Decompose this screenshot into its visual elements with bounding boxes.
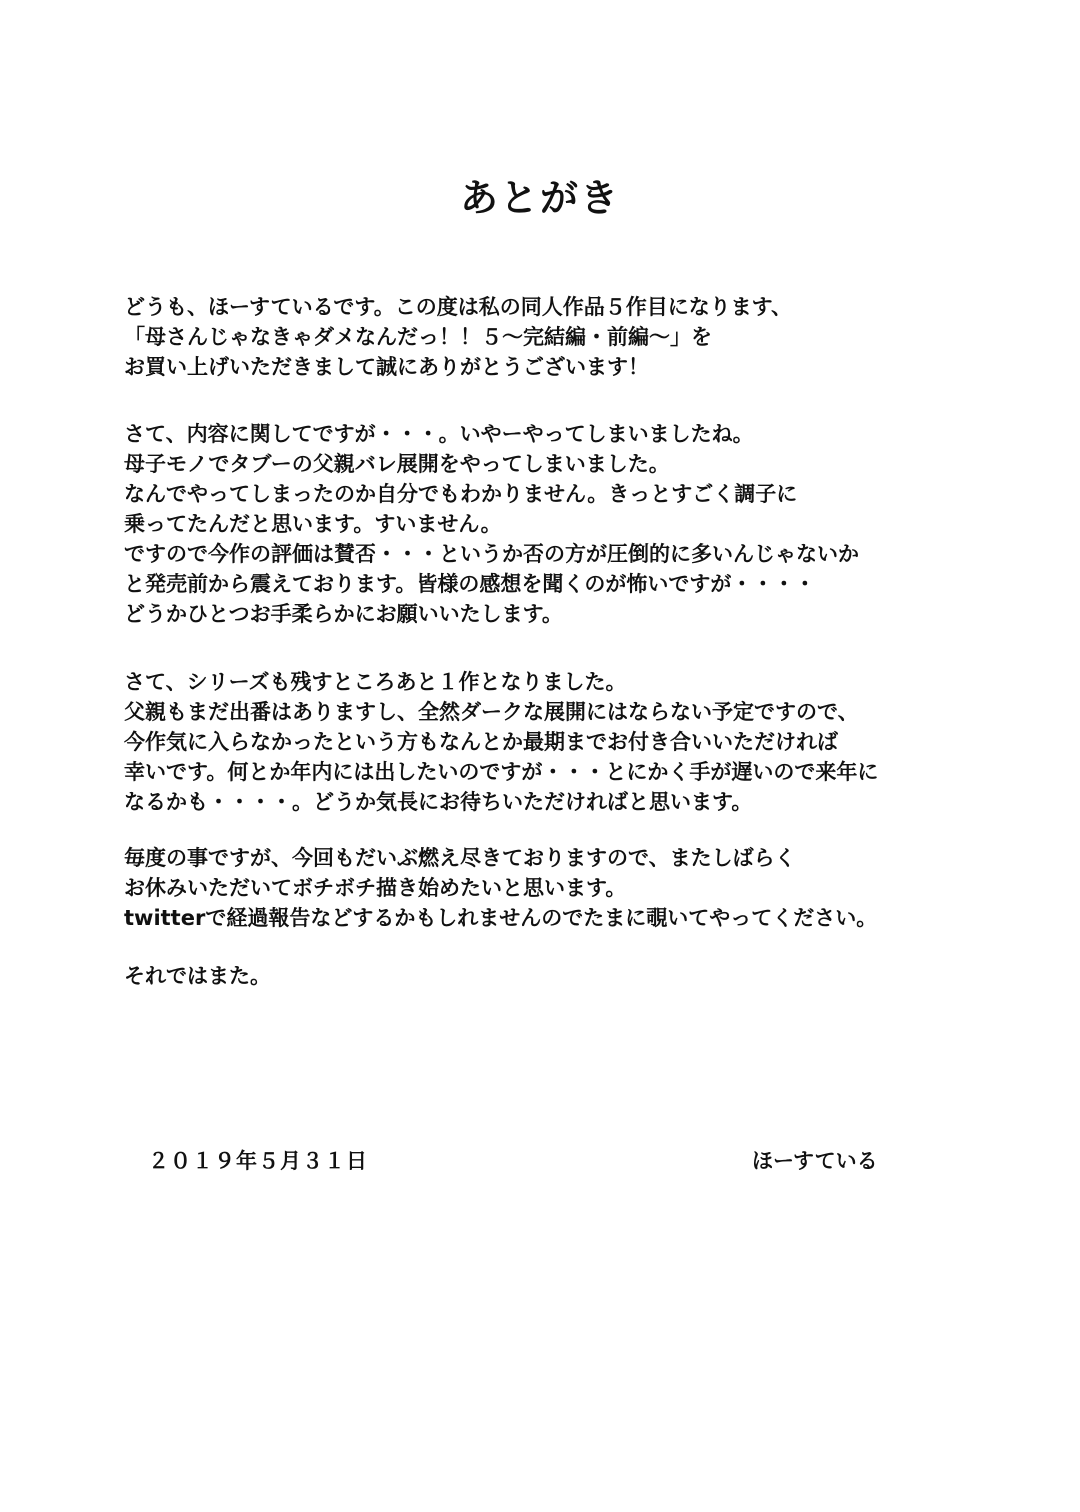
page-title: あとがき [459, 176, 620, 220]
text-line: 幸いです。何とか年内には出したいのですが・・・とにかく手が遅いので来年に [124, 760, 879, 784]
text-line: どうかひとつお手柔らかにお願いいたします。 [124, 602, 563, 626]
text-line: と発売前から震えております。皆様の感想を聞くのが怖いですが・・・・ [124, 572, 816, 596]
text-line: twitterで経過報告などするかもしれませんのでたまに覗いてやってください。 [124, 906, 878, 930]
text-line: さて、内容に関してですが・・・。いやーやってしまいましたね。 [124, 422, 754, 446]
text-line: それではまた。 [124, 964, 271, 988]
text-line: どうも、ほーすているです。この度は私の同人作品５作目になります、 [124, 295, 793, 319]
text-line: なるかも・・・・。どうか気長にお待ちいただければと思います。 [124, 790, 753, 814]
text-line: 今作気に入らなかったという方もなんとか最期までお付き合いいただければ [124, 730, 838, 754]
footer-date: ２０１９年５月３１日 [148, 1149, 368, 1173]
text-line: お休みいただいてボチボチ描き始めたいと思います。 [124, 876, 627, 900]
text-line: お買い上げいただきまして誠にありがとうございます！ [124, 355, 649, 379]
text-line: 「母さんじゃなきゃダメなんだっ！！５～完結編・前編～」を [124, 325, 712, 349]
text-line: 父親もまだ出番はありますし、全然ダークな展開にはならない予定ですので、 [124, 700, 859, 724]
text-line: 母子モノでタブーの父親バレ展開をやってしまいました。 [124, 452, 670, 476]
text-line: なんでやってしまったのか自分でもわかりません。きっとすごく調子に [124, 482, 798, 506]
paragraph-closing [124, 961, 1024, 991]
text-line: さて、シリーズも残すところあと１作となりました。 [124, 670, 627, 694]
text-line: 乗ってたんだと思います。すいません。 [124, 512, 502, 536]
paragraph-greeting [124, 292, 1024, 382]
footer-author: ほーすている [752, 1149, 878, 1173]
paragraph-series [124, 667, 1024, 817]
paragraph-content [124, 419, 1024, 629]
text-line: ですので今作の評価は賛否・・・というか否の方が圧倒的に多いんじゃないか [124, 542, 859, 566]
text-line: 毎度の事ですが、今回もだいぶ燃え尽きておりますので、またしばらく [124, 846, 796, 870]
paragraph-rest [124, 843, 1024, 933]
